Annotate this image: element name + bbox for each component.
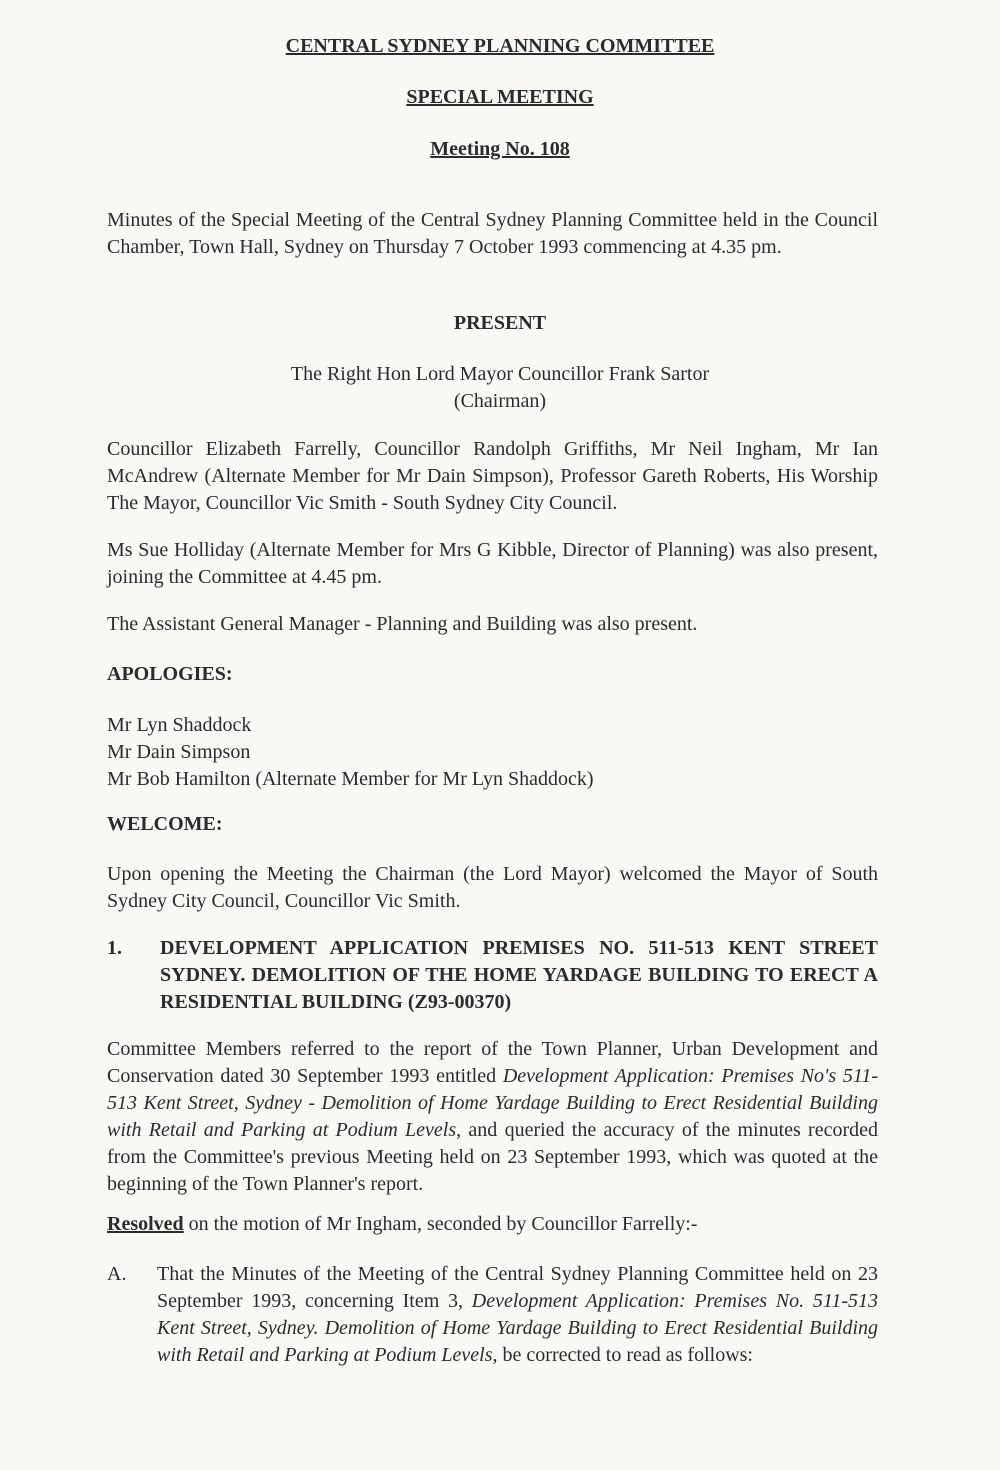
item-text [157,1261,878,1369]
apologies-list [107,712,878,793]
apologies-heading: APOLOGIES: [107,663,233,685]
staff-present-paragraph: The Assistant General Manager - Planning and Building was also present. [107,613,698,635]
item-number: 1. [107,937,122,959]
item-title: DEVELOPMENT APPLICATION PREMISES NO. 511-513 KENT STREET SYDNEY. DEMOLITION OF THE HOME YARDAGE BUILDING TO ERECT A RESIDENTIAL BUILDING (Z93-00370) [160,937,878,1013]
paragraph-text: Committee Members referred to the report of the Town Planner, Urban Development and Conservation dated 30 September 1993 entitled [107,1038,878,1087]
apology-item: Mr Lyn Shaddock [107,714,252,736]
report-title: Development Application: Premises No's 511-513 Kent Street, Sydney - Demolition of Home Yardage Building to Erect Residential Building with Retail and Parking at Podium Levels, [107,1065,879,1141]
chairman-name: The Right Hon Lord Mayor Councillor Frank Sartor [290,363,710,385]
paragraph-text: and queried the accuracy of the minutes recorded from the Committee's previous Meeting held on 23 September 1993, which was quoted at the beginning of the Town Planner's report. [107,1119,879,1195]
apology-item: Mr Bob Hamilton (Alternate Member for Mr Lyn Shaddock) [107,768,594,790]
resolved-label: Resolved [107,1213,184,1235]
item-text-part: be corrected to read as follows: [502,1344,753,1366]
welcome-paragraph: Upon opening the Meeting the Chairman (the Lord Mayor) welcomed the Mayor of South Sydney City Council, Councillor Vic Smith. [107,863,878,912]
also-present-paragraph: Ms Sue Holliday (Alternate Member for Mrs G Kibble, Director of Planning) was also present, joining the Committee at 4.45 pm. [107,539,878,588]
item-1-paragraph [107,1036,878,1198]
item-report-title: Development Application: Premises No. 511-513 Kent Street, Sydney. Demolition of Home Yardage Building to Erect Residential Building with Retail and Parking at Podium Levels, [157,1290,878,1366]
committee-title: CENTRAL SYDNEY PLANNING COMMITTEE [285,35,715,57]
resolution-text: on the motion of Mr Ingham, seconded by Councillor Farrelly:- [188,1213,698,1235]
item-label: A. [107,1263,127,1285]
intro-paragraph: Minutes of the Special Meeting of the Central Sydney Planning Committee held in the Council Chamber, Town Hall, Sydney on Thursday 7 October 1993 commencing at 4.35 pm. [107,209,878,258]
present-heading: PRESENT [453,312,547,334]
apology-item: Mr Dain Simpson [107,741,251,763]
meeting-number: Meeting No. 108 [430,138,570,160]
resolution-line [107,1211,878,1238]
chairman-role: (Chairman) [453,390,547,412]
welcome-heading: WELCOME: [107,813,223,835]
members-paragraph: Councillor Elizabeth Farrelly, Councillor Randolph Griffiths, Mr Neil Ingham, Mr Ian McAndrew (Alternate Member for Mr Dain Simpson), Professor Gareth Roberts, His Worship The Mayor, Councillor Vic Smith - South Sydney City Council. [107,438,878,514]
item-text-part: That the Minutes of the Meeting of the Central Sydney Planning Committee held on 23 September 1993, concerning Item 3, [157,1263,878,1312]
meeting-type-title: SPECIAL MEETING [406,86,594,108]
